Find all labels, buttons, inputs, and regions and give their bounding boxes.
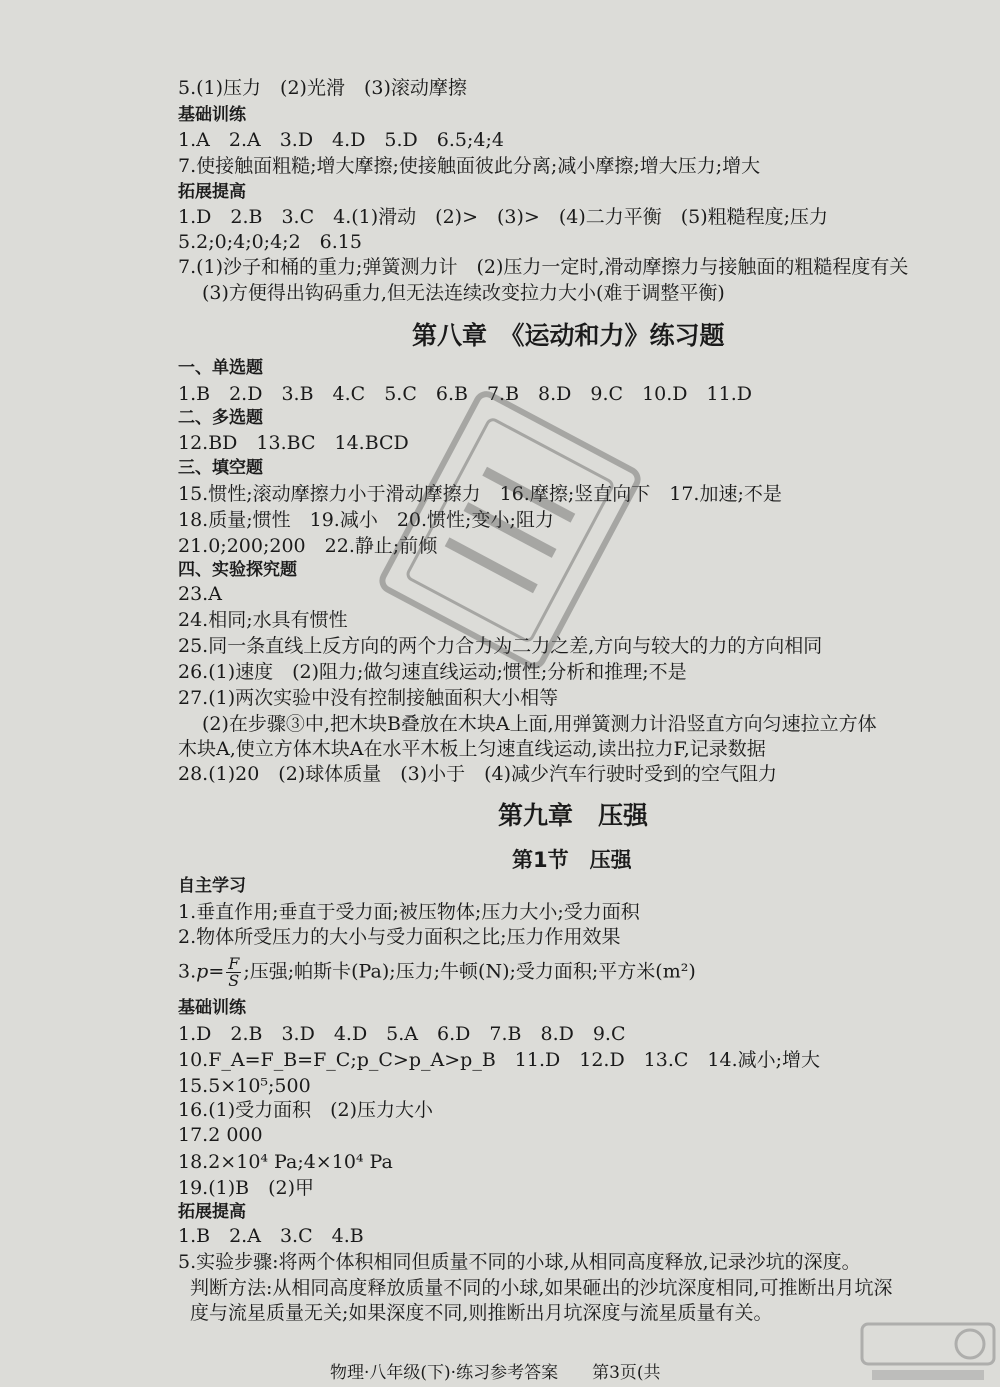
- corner-logo-icon: [858, 1320, 998, 1386]
- ch9-line-8: 17.2 000: [178, 1124, 263, 1146]
- ch9-line-2: 2.物体所受压力的大小与受力面积之比;压力作用效果: [178, 926, 621, 948]
- ch9-line-4: 1.D 2.B 3.D 4.D 5.A 6.D 7.B 8.D 9.C: [178, 1023, 626, 1045]
- ch7-heading-extend: 拓展提高: [178, 182, 246, 202]
- formula-prefix: 3.: [178, 960, 197, 983]
- ch8-line-1: 1.B 2.D 3.B 4.C 5.C 6.B 7.B 8.D 9.C 10.D 11.D: [178, 383, 752, 405]
- formula-eq: =: [208, 960, 225, 983]
- chapter-8-title: 第八章 《运动和力》练习题: [412, 321, 725, 350]
- ch8-line-7: 24.相同;水具有惯性: [178, 609, 348, 631]
- ch7-line-4: 1.D 2.B 3.C 4.(1)滑动 (2)> (3)> (4)二力平衡 (5)粗糙程度;压力: [178, 206, 829, 228]
- ch8-line-3: 15.惯性;滚动摩擦力小于滑动摩擦力 16.摩擦;竖直向下 17.加速;不是: [178, 483, 782, 505]
- ch9-line-6: 15.5×10⁵;500: [178, 1075, 311, 1097]
- ch8-heading-single: 一、单选题: [178, 358, 263, 378]
- ch9-line-14: 度与流星质量无关;如果深度不同,则推断出月坑深度与流星质量有关。: [190, 1302, 773, 1324]
- chapter-9-title: 第九章 压强: [498, 801, 649, 830]
- section-1-title: 第1节 压强: [512, 848, 632, 872]
- ch8-heading-experiment: 四、实验探究题: [178, 560, 297, 580]
- formula-p: p: [196, 960, 209, 983]
- ch8-heading-fill: 三、填空题: [178, 458, 263, 478]
- ch9-line-11: 1.B 2.A 3.C 4.B: [178, 1225, 364, 1247]
- ch8-line-11: (2)在步骤③中,把木块B叠放在木块A上面,用弹簧测力计沿竖直方向匀速拉立方体: [202, 713, 877, 735]
- formula-suffix: ;压强;帕斯卡(Pa);压力;牛顿(N);受力面积;平方米(m²): [243, 960, 696, 983]
- ch7-heading-basic: 基础训练: [178, 105, 246, 125]
- ch9-line-5: 10.F_A=F_B=F_C;p_C>p_A>p_B 11.D 12.D 13.C 14.减小;增大: [178, 1049, 821, 1071]
- formula-fraction: [226, 956, 241, 989]
- ch8-line-9: 26.(1)速度 (2)阻力;做匀速直线运动;惯性;分析和推理;不是: [178, 661, 687, 683]
- ch9-line-7: 16.(1)受力面积 (2)压力大小: [178, 1099, 434, 1121]
- ch8-heading-multi: 二、多选题: [178, 408, 263, 428]
- ch8-line-8: 25.同一条直线上反方向的两个力合力为二力之差,方向与较大的力的方向相同: [178, 635, 823, 657]
- ch9-heading-basic: 基础训练: [178, 998, 246, 1018]
- ch7-line-6: 7.(1)沙子和桶的重力;弹簧测力计 (2)压力一定时,滑动摩擦力与接触面的粗糙程度有关: [178, 256, 909, 278]
- ch9-heading-extend: 拓展提高: [178, 1202, 246, 1222]
- ch9-line-3: [178, 956, 696, 989]
- ch8-line-2: 12.BD 13.BC 14.BCD: [178, 432, 409, 454]
- ch8-line-6: 23.A: [178, 583, 222, 605]
- ch8-line-5: 21.0;200;200 22.静止;前倾: [178, 535, 438, 557]
- ch7-line-3: 7.使接触面粗糙;增大摩擦;使接触面彼此分离;减小摩擦;增大压力;增大: [178, 155, 761, 177]
- ch9-line-12: 5.实验步骤:将两个体积相同但质量不同的小球,从相同高度释放,记录沙坑的深度。: [178, 1251, 861, 1273]
- page-footer: 物理·八年级(下)·练习参考答案 第3页(共: [330, 1363, 661, 1383]
- ch7-line-2: 1.A 2.A 3.D 4.D 5.D 6.5;4;4: [178, 129, 504, 151]
- ch8-line-10: 27.(1)两次实验中没有控制接触面积大小相等: [178, 687, 559, 709]
- ch9-line-1: 1.垂直作用;垂直于受力面;被压物体;压力大小;受力面积: [178, 901, 640, 923]
- ch9-line-13: 判断方法:从相同高度释放质量不同的小球,如果砸出的沙坑深度相同,可推断出月坑深: [190, 1277, 893, 1299]
- ch7-line-5: 5.2;0;4;0;4;2 6.15: [178, 231, 362, 253]
- ch7-line-7: (3)方便得出钩码重力,但无法连续改变拉力大小(难于调整平衡): [202, 282, 725, 304]
- ch8-line-4: 18.质量;惯性 19.减小 20.惯性;变小;阻力: [178, 509, 554, 531]
- ch9-heading-self: 自主学习: [178, 876, 246, 896]
- ch7-line-1: 5.(1)压力 (2)光滑 (3)滚动摩擦: [178, 77, 467, 99]
- ch9-line-10: 19.(1)B (2)甲: [178, 1177, 315, 1199]
- ch8-line-12: 木块A,使立方体木块A在水平木板上匀速直线运动,读出拉力F,记录数据: [178, 738, 766, 760]
- ch8-line-13: 28.(1)20 (2)球体质量 (3)小于 (4)减少汽车行驶时受到的空气阻力: [178, 763, 778, 785]
- formula-denominator: S: [228, 971, 240, 990]
- ch9-line-9: 18.2×10⁴ Pa;4×10⁴ Pa: [178, 1151, 393, 1173]
- formula-numerator: F: [228, 954, 240, 973]
